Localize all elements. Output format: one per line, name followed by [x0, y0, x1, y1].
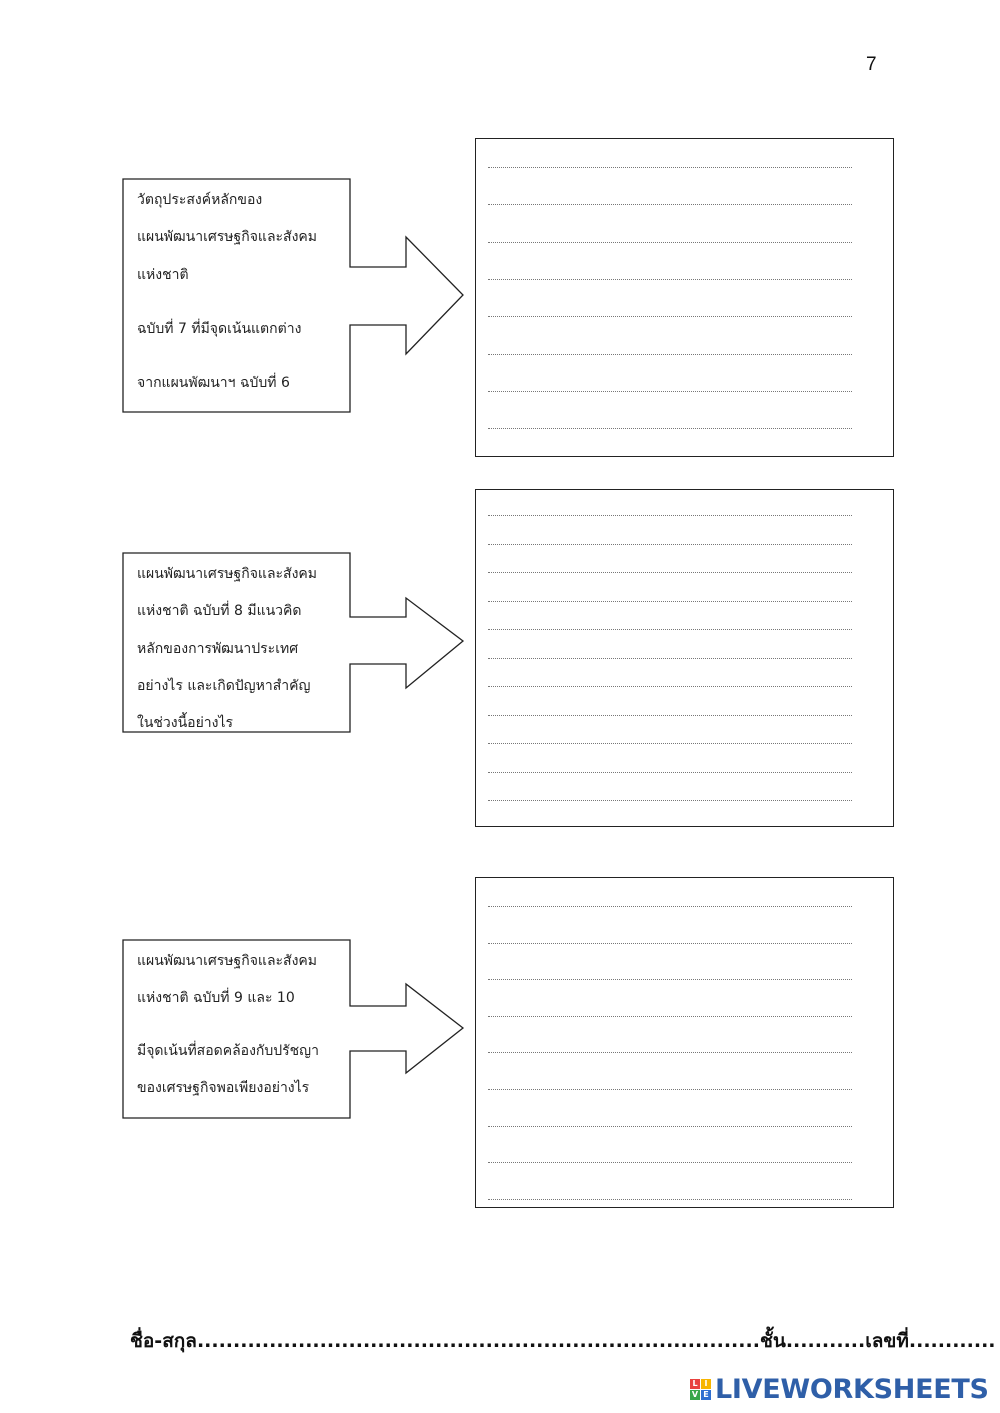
answer-line-input[interactable]	[488, 1162, 852, 1163]
answer-box-1	[475, 138, 894, 457]
answer-line-input[interactable]	[488, 658, 852, 659]
answer-line-input[interactable]	[488, 204, 852, 205]
question-text-line: แผนพัฒนาเศรษฐกิจและสังคม	[137, 953, 318, 969]
answer-line-input[interactable]	[488, 601, 852, 602]
question-3-text	[137, 950, 342, 1116]
answer-line-input[interactable]	[488, 391, 852, 392]
question-text-line: ในช่วงนี้อย่างไร	[137, 715, 234, 729]
question-text-line: วัตถุประสงค์หลักของ	[137, 192, 263, 208]
number-label: เลขที่	[865, 1330, 909, 1352]
question-text-line: อย่างไร และเกิดปัญหาสำคัญ	[137, 678, 311, 694]
answer-line-input[interactable]	[488, 1126, 852, 1127]
answer-box-3	[475, 877, 894, 1208]
logo-letter: L	[690, 1379, 700, 1389]
question-text-line: แห่งชาติ ฉบับที่ 8 มีแนวคิด	[137, 603, 302, 619]
question-text-line: จากแผนพัฒนาฯ ฉบับที่ 6	[137, 375, 290, 391]
question-2-text	[137, 563, 342, 729]
answer-line-input[interactable]	[488, 354, 852, 355]
name-input[interactable]: ..............................................................................	[196, 1330, 760, 1352]
answer-line-input[interactable]	[488, 1052, 852, 1053]
answer-line-input[interactable]	[488, 906, 852, 907]
logo-letter: I	[701, 1379, 711, 1389]
answer-line-input[interactable]	[488, 515, 852, 516]
answer-line-input[interactable]	[488, 800, 852, 801]
answer-line-input[interactable]	[488, 1199, 852, 1200]
answer-line-input[interactable]	[488, 686, 852, 687]
question-text-line: แห่งชาติ	[137, 267, 189, 283]
answer-line-input[interactable]	[488, 242, 852, 243]
question-text-line: มีจุดเน้นที่สอดคล้องกับปรัชญา	[137, 1043, 319, 1059]
liveworksheets-logo	[690, 1373, 989, 1405]
name-label: ชื่อ-สกุล	[130, 1330, 197, 1352]
answer-line-input[interactable]	[488, 279, 852, 280]
class-label: ชั้น	[759, 1330, 786, 1352]
answer-line-input[interactable]	[488, 316, 852, 317]
answer-line-input[interactable]	[488, 572, 852, 573]
logo-letter: E	[701, 1390, 711, 1400]
answer-line-input[interactable]	[488, 167, 852, 168]
answer-line-input[interactable]	[488, 629, 852, 630]
student-info-line	[130, 1326, 996, 1356]
question-text-line: หลักของการพัฒนาประเทศ	[137, 641, 299, 657]
question-text-line: ฉบับที่ 7 ที่มีจุดเน้นแตกต่าง	[137, 321, 302, 337]
answer-line-input[interactable]	[488, 1089, 852, 1090]
answer-line-input[interactable]	[488, 979, 852, 980]
answer-line-input[interactable]	[488, 1016, 852, 1017]
answer-line-input[interactable]	[488, 743, 852, 744]
logo-letter: V	[691, 1389, 699, 1399]
class-input[interactable]: ...........	[785, 1330, 866, 1352]
answer-line-input[interactable]	[488, 943, 852, 944]
liveworksheets-logo-icon	[690, 1379, 711, 1400]
number-input[interactable]: ............	[908, 1330, 996, 1352]
question-1-text	[137, 189, 342, 409]
logo-wordmark: LIVEWORKSHEETS	[715, 1373, 989, 1405]
answer-line-input[interactable]	[488, 428, 852, 429]
answer-box-2	[475, 489, 894, 827]
question-text-line: แผนพัฒนาเศรษฐกิจและสังคม	[137, 566, 318, 582]
page-number: 7	[866, 54, 877, 75]
question-text-line: แห่งชาติ ฉบับที่ 9 และ 10	[137, 990, 295, 1006]
question-text-line: ของเศรษฐกิจพอเพียงอย่างไร	[137, 1080, 310, 1096]
answer-line-input[interactable]	[488, 544, 852, 545]
answer-line-input[interactable]	[488, 715, 852, 716]
question-text-line: แผนพัฒนาเศรษฐกิจและสังคม	[137, 229, 318, 245]
answer-line-input[interactable]	[488, 772, 852, 773]
